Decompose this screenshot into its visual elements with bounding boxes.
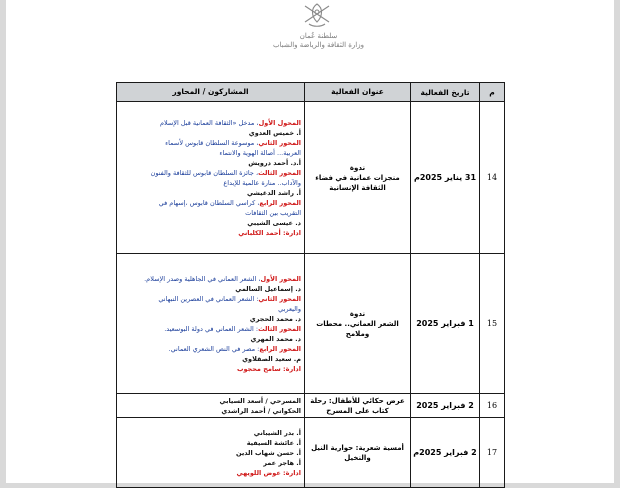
row-date: 31 يناير 2025م xyxy=(411,102,480,254)
row-number: 15 xyxy=(480,254,505,394)
participant-line xyxy=(120,128,301,138)
speaker-name: أ. خميس العدوي xyxy=(248,128,301,137)
participant-line xyxy=(120,468,301,478)
axis-label: المحور الثاني xyxy=(258,294,301,303)
axis-text: ، كراسي السلطان قابوس ،إسهام في xyxy=(158,198,260,207)
axis-label: المحور الأول xyxy=(260,274,301,283)
participant-line xyxy=(120,428,301,438)
axis-text: : الشعر العماني في العصرين النبهاني xyxy=(158,294,259,303)
row-date: 2 فبراير 2025م xyxy=(411,418,480,488)
speaker-name: د. محمد الحجري xyxy=(249,314,301,323)
moderator-name: ادارة: أحمد الكلباني xyxy=(238,228,301,237)
title-line: وملامح xyxy=(345,329,370,338)
axis-text: العربية... أصالة الهوية والانتماء xyxy=(219,148,301,157)
participant-line xyxy=(120,364,301,374)
moderator-name: ادارة: سامح محجوب xyxy=(236,364,301,373)
table-row xyxy=(117,254,505,394)
title-line: ندوة xyxy=(349,163,366,172)
ministry-line-2: وزارة الثقافة والرياضة والشباب xyxy=(272,41,365,49)
participant-line xyxy=(120,168,301,178)
participant-line xyxy=(120,294,301,304)
participant-line xyxy=(120,324,301,334)
row-title xyxy=(305,254,411,394)
row-number: 14 xyxy=(480,102,505,254)
row-title xyxy=(305,394,411,418)
speaker-name: د. محمد المهري xyxy=(250,334,301,343)
participant-line xyxy=(120,178,301,188)
row-participants xyxy=(117,254,305,394)
participant-line xyxy=(120,284,301,294)
row-date: 1 فبراير 2025 xyxy=(411,254,480,394)
speaker-name: أ. حسن شهاب الدين xyxy=(235,448,301,457)
row-number: 16 xyxy=(480,394,505,418)
title-line: أمسية شعرية: حوارية النيل xyxy=(311,443,404,452)
participant-line xyxy=(120,228,301,238)
participant-line xyxy=(120,438,301,448)
axis-label: المحور الثالث xyxy=(258,324,301,333)
speaker-name: أ. هاجر عمر xyxy=(263,458,301,467)
axis-text: ، موسوعة السلطان قابوس لأسماء xyxy=(165,138,259,147)
title-line: الشعر العماني.. محطات xyxy=(316,319,399,328)
title-line: الثقافة الإنسانية xyxy=(329,183,386,192)
table-row xyxy=(117,418,505,488)
table-header-row xyxy=(117,83,505,102)
axis-label: المحور الرابع xyxy=(259,198,301,207)
speaker-name: د. إسماعيل السالمي xyxy=(235,284,301,293)
participant-line xyxy=(120,148,301,158)
events-table xyxy=(116,82,505,488)
speaker-name: المسرحي / أسعد السيابي xyxy=(219,396,301,405)
participant-line xyxy=(120,344,301,354)
speaker-name: الحكواتي / أحمد الراشدي xyxy=(221,406,301,415)
participant-line xyxy=(120,138,301,148)
participant-line xyxy=(120,334,301,344)
title-line: منجزات عمانية في فضاء xyxy=(315,173,400,182)
participant-line xyxy=(120,448,301,458)
row-title xyxy=(305,418,411,488)
participant-line xyxy=(120,354,301,364)
row-number: 17 xyxy=(480,418,505,488)
axis-text: واليعربي xyxy=(278,304,301,313)
header-title: عنوان الفعالية xyxy=(305,83,411,102)
row-title xyxy=(305,102,411,254)
speaker-name: أ. راشد الدغيشي xyxy=(246,188,301,197)
speaker-name: م. سعيد الصقلاوي xyxy=(242,354,301,363)
axis-text: ، مدخل «الثقافة العمانية قبل الإسلام xyxy=(159,118,259,127)
axis-text: : مصر في النص الشعري العماني. xyxy=(168,344,260,353)
participant-line xyxy=(120,304,301,314)
speaker-name: أ.د. أحمد درويش xyxy=(248,158,301,167)
ministry-line-1: سلطنة عُمان xyxy=(299,32,338,40)
title-line: عرض حكائي للأطفال: رحلة xyxy=(310,396,405,405)
axis-text: التقريب بين الثقافات xyxy=(245,208,301,217)
participant-line xyxy=(120,198,301,208)
participant-line xyxy=(120,158,301,168)
header-date: تاريخ الفعالية xyxy=(411,83,480,102)
participant-line xyxy=(120,118,301,128)
axis-label: المحور الثالث xyxy=(258,168,301,177)
axis-text: ، الشعر العماني في الجاهلية وصدر الإسلام. xyxy=(144,274,261,283)
title-line: ندوة xyxy=(349,309,366,318)
participant-line xyxy=(120,314,301,324)
row-participants xyxy=(117,394,305,418)
axis-text: ، جائزة السلطان قابوس للثقافة والفنون xyxy=(150,168,259,177)
participant-line xyxy=(120,218,301,228)
participant-line xyxy=(120,396,301,406)
participant-line xyxy=(120,274,301,284)
speaker-name: أ. عائشة السيفية xyxy=(246,438,301,447)
axis-label: المحور الثاني xyxy=(258,138,301,147)
header-no: م xyxy=(480,83,505,102)
row-participants xyxy=(117,418,305,488)
axis-text: : الشعر العماني في دولة البوسعيد. xyxy=(164,324,259,333)
row-date: 2 فبراير 2025 xyxy=(411,394,480,418)
row-participants xyxy=(117,102,305,254)
axis-label: المحول الأول xyxy=(258,118,301,127)
axis-text: والآداب.. منارة عالمية للإبداع xyxy=(223,178,301,187)
ministry-name xyxy=(256,32,381,50)
title-line: والنخيل xyxy=(344,453,371,462)
participant-line xyxy=(120,406,301,416)
table-row xyxy=(117,394,505,418)
title-line: كتاب على المسرح xyxy=(326,406,389,415)
moderator-name: ادارة: عوض اللويهي xyxy=(236,468,301,477)
speaker-name: أ. بدر الشيباني xyxy=(253,428,301,437)
header-participants: المشاركون / المحاور xyxy=(117,83,305,102)
axis-label: المحور الرابع xyxy=(259,344,301,353)
table-row xyxy=(117,102,505,254)
participant-line xyxy=(120,458,301,468)
participant-line xyxy=(120,188,301,198)
speaker-name: د. عيسى الشيبي xyxy=(247,218,301,227)
participant-line xyxy=(120,208,301,218)
oman-emblem-icon xyxy=(297,0,337,30)
